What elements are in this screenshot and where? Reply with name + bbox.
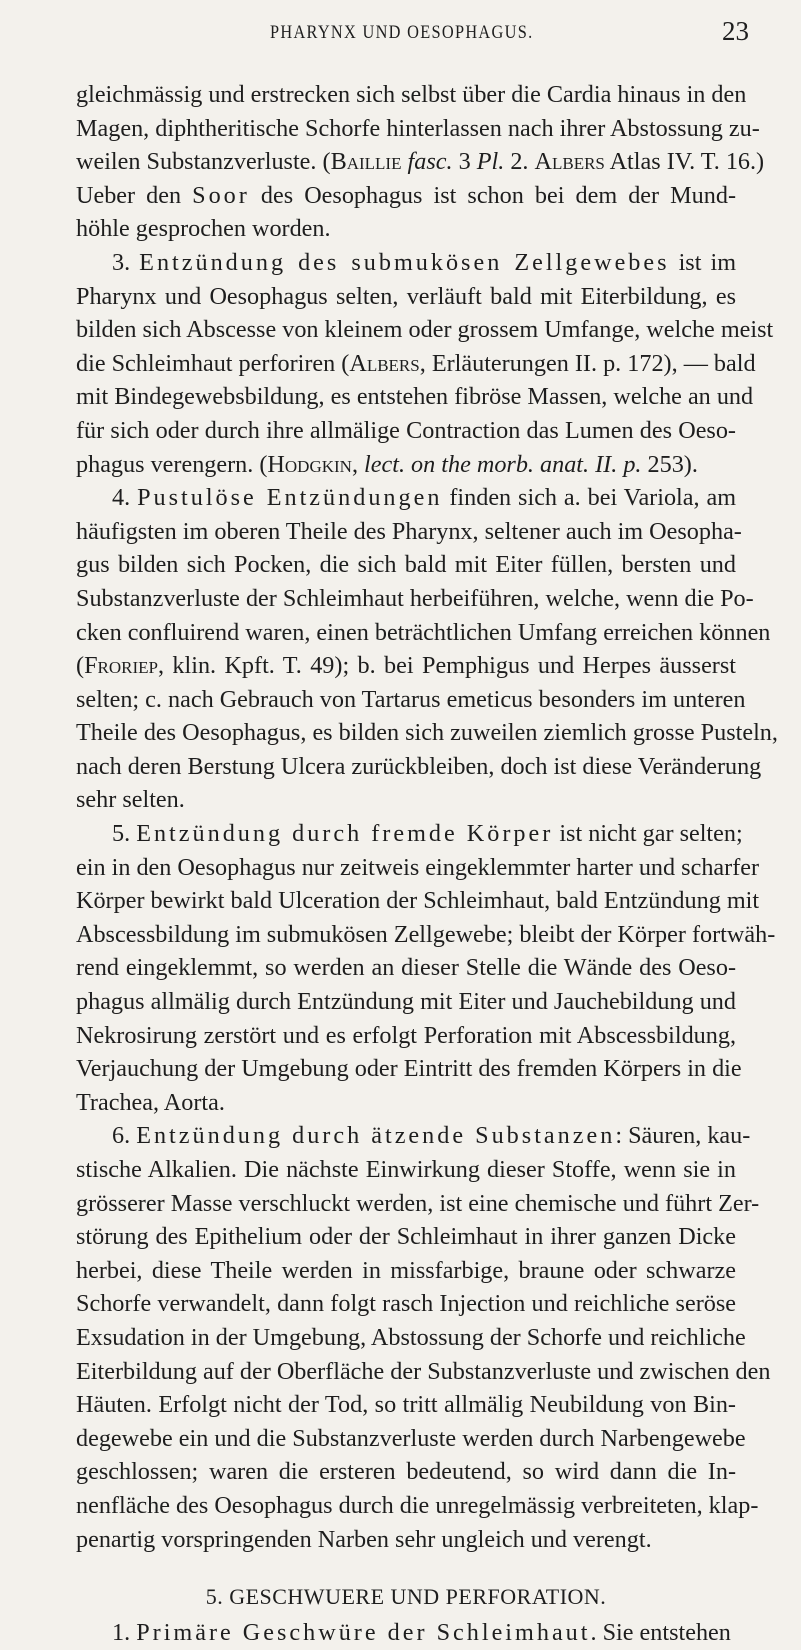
text-line: für sich oder durch ihre allmälige Contraction das Lumen des Oeso- (76, 416, 736, 444)
emphasis-spaced: Entzündung durch fremde Körper (136, 820, 554, 848)
text-line: herbei, diese Theile werden in missfarbige, braune oder schwarze (76, 1256, 736, 1284)
text-line: Theile des Oesophagus, es bilden sich zuweilen ziemlich grosse Pusteln, (76, 719, 778, 747)
text-line: Häuten. Erfolgt nicht der Tod, so tritt allmälig Neubildung von Bin- (76, 1391, 736, 1419)
text-line: ein in den Oesophagus nur zeitweis eingeklemmter harter und scharfer (76, 853, 760, 881)
text-line: höhle gesprochen worden. (76, 215, 331, 243)
text-line: gus bilden sich Pocken, die sich bald mit Eiter füllen, bersten und (76, 551, 736, 579)
text-line: penartig vorspringenden Narben sehr ungleich und verengt. (76, 1525, 652, 1553)
text-line: 4. Pustulöse Entzündungen finden sich a. bei Variola, am (112, 484, 737, 512)
text-line: weilen Substanzverluste. (Baillie fasc. 3 Pl. 2. Albers Atlas IV. T. 16.) (76, 148, 765, 176)
text-line: degewebe ein und die Substanzverluste werden durch Narbengewebe (76, 1424, 746, 1452)
emphasis-spaced: Primäre Geschwüre der Schleimhaut (136, 1619, 591, 1647)
text-line: Verjauchung der Umgebung oder Eintritt des fremden Körpers in die (76, 1055, 742, 1083)
text-line: Abscessbildung im submukösen Zellgewebe; bleibt der Körper fortwäh- (76, 920, 776, 948)
text-line: Substanzverluste der Schleimhaut herbeiführen, welche, wenn die Po- (76, 584, 754, 612)
body-text (76, 78, 778, 1650)
running-head (0, 8, 801, 48)
text-line: gleichmässig und erstrecken sich selbst über die Cardia hinaus in den (76, 81, 747, 108)
text-line: Eiterbildung auf der Oberfläche der Substanzverluste und zwischen den (76, 1357, 771, 1385)
text-line: geschlossen; waren die ersteren bedeutend, so wird dann die In- (76, 1458, 736, 1486)
emphasis-spaced: Entzündung durch ätzende Substanzen (136, 1122, 616, 1150)
text-line: Magen, diphtheritische Schorfe hinterlassen nach ihrer Abstossung zu- (76, 114, 760, 142)
text-line: phagus allmälig durch Entzündung mit Eiter und Jauchebildung und (76, 988, 736, 1016)
author-name: Baillie (330, 148, 402, 176)
emphasis-spaced: Pustulöse Entzündungen (137, 484, 443, 512)
text-line: cken confluirend waren, einen beträchtlichen Umfang erreichen können (76, 618, 771, 646)
text-line: Exsudation in der Umgebung, Abstossung der Schorfe und reichliche (76, 1323, 746, 1351)
text-line: phagus verengern. (Hodgkin, lect. on the morb. anat. II. p. 253). (76, 450, 698, 478)
author-name: Albers (349, 349, 420, 377)
italic-reference: lect. on the morb. anat. II. p. (364, 450, 642, 478)
text-line: 1. Primäre Geschwüre der Schleimhaut. Sie entstehen (112, 1619, 731, 1647)
italic-reference: fasc. (407, 148, 453, 176)
page-number: 23 (722, 16, 749, 46)
text-line: nenfläche des Oesophagus durch die unregelmässig verbreiteten, klap- (76, 1491, 759, 1519)
text-line: grösserer Masse verschluckt werden, ist eine chemische und führt Zer- (76, 1189, 760, 1217)
text-line: Körper bewirkt bald Ulceration der Schleimhaut, bald Entzündung mit (76, 887, 760, 915)
text-line: Schorfe verwandelt, dann folgt rasch Injection und reichliche seröse (76, 1290, 736, 1318)
text-line: Ueber den Soor des Oesophagus ist schon bei dem der Mund- (76, 181, 736, 209)
paragraph-lines (76, 78, 778, 1556)
text-line: rend eingeklemmt, so werden an dieser Stelle die Wände des Oeso- (76, 954, 736, 982)
emphasis-spaced: Soor (192, 181, 250, 209)
author-name: Hodgkin (267, 450, 352, 478)
text-line: Trachea, Aorta. (76, 1088, 225, 1116)
author-name: Albers (534, 148, 605, 176)
text-line: bilden sich Abscesse von kleinem oder grossem Umfange, welche meist (76, 316, 774, 344)
text-line: stische Alkalien. Die nächste Einwirkung dieser Stoffe, wenn sie in (76, 1156, 736, 1183)
text-line: selten; c. nach Gebrauch von Tartarus emeticus besonders im unteren (76, 685, 746, 713)
text-line: 6. Entzündung durch ätzende Substanzen: Säuren, kau- (112, 1122, 751, 1150)
text-line: störung des Epithelium oder der Schleimhaut in ihrer ganzen Dicke (76, 1223, 736, 1251)
text-line: (Froriep, klin. Kpft. T. 49); b. bei Pemphigus und Herpes äusserst (76, 652, 736, 680)
text-line: häufigsten im oberen Theile des Pharynx, seltener auch im Oesopha- (76, 517, 742, 545)
text-line: 3. Entzündung des submukösen Zellgewebes ist im (112, 248, 737, 276)
final-line-container (76, 1616, 736, 1650)
running-title: PHARYNX UND OESOPHAGUS. (270, 22, 534, 43)
emphasis-spaced: Entzündung des submukösen Zellgewebes (139, 248, 670, 276)
author-name: Froriep (84, 652, 158, 680)
section-heading: 5. GESCHWUERE UND PERFORATION. (205, 1584, 607, 1610)
text-line: Pharynx und Oesophagus selten, verläuft bald mit Eiterbildung, es (76, 282, 736, 310)
text-line: mit Bindegewebsbildung, es entstehen fibröse Massen, welche an und (76, 383, 754, 411)
text-line: sehr selten. (76, 786, 185, 814)
text-line: die Schleimhaut perforiren (Albers, Erläuterungen II. p. 172), — bald (76, 349, 756, 377)
italic-reference: Pl. (476, 148, 505, 176)
text-line: nach deren Berstung Ulcera zurückbleiben, doch ist diese Veränderung (76, 752, 762, 780)
text-line: Nekrosirung zerstört und es erfolgt Perforation mit Abscessbildung, (76, 1021, 736, 1049)
text-line: 5. Entzündung durch fremde Körper ist nicht gar selten; (112, 820, 743, 848)
